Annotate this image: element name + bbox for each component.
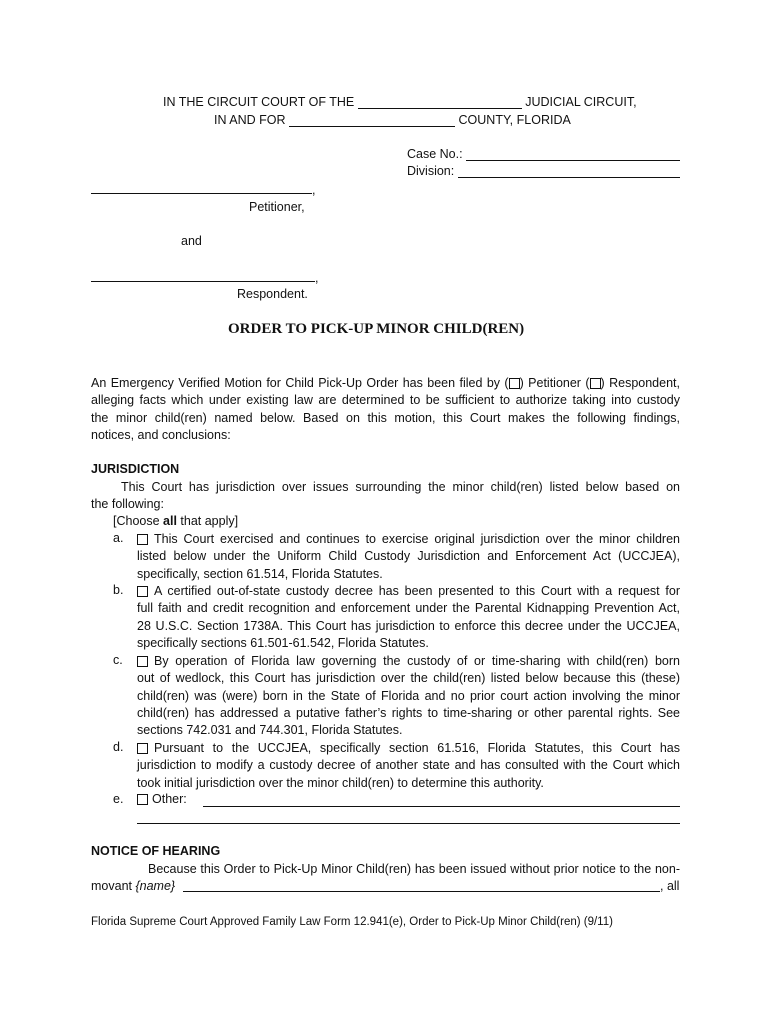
division-row [407,164,680,178]
item-b-line-2: full faith and credit recognition and enforcement under the Parental Kidnapping Prevention Act, [137,601,680,616]
petitioner-comma: , [312,183,316,197]
other-field-line-1[interactable] [203,806,680,807]
intro-text-b: ) Petitioner ( [519,376,590,390]
respondent-comma: , [315,271,319,285]
item-b-letter: b. [113,583,124,597]
item-c [137,653,680,739]
item-d-checkbox[interactable] [137,743,148,754]
item-d-text-1: Pursuant to the UCCJEA, specifically section 61.516, Florida Statutes, this Court has [154,741,680,755]
item-b-line-4: specifically sections 61.501-61.542, Florida Statutes. [137,635,429,650]
case-no-field[interactable] [466,148,680,161]
circuit-blank[interactable] [358,96,522,109]
item-a-text-1: This Court exercised and continues to exercise original jurisdiction over the minor children [154,532,680,546]
county-blank[interactable] [289,114,455,127]
item-c-checkbox[interactable] [137,656,148,667]
division-field[interactable] [458,165,680,178]
intro-text-c: ) Respondent, [600,376,680,390]
item-a-line-3: specifically, section 61.514, Florida Statutes. [137,566,383,581]
petitioner-name-field[interactable] [91,193,312,194]
item-d-line-3: took initial jurisdiction over the minor child(ren) to determine this authority. [137,775,544,790]
item-c-line-1 [137,653,680,670]
caption-line1-suffix: JUDICIAL CIRCUIT, [525,95,637,109]
jurisdiction-intro [91,479,680,514]
notice-line-1: Because this Order to Pick-Up Minor Child(ren) has been issued without prior notice to the non- [148,862,680,876]
item-b-line-3: 28 U.S.C. Section 1738A. This Court has jurisdiction to enforce this decree under the UCCJEA, [137,618,680,633]
respondent-checkbox[interactable] [590,378,601,389]
case-no-row [407,147,680,161]
caption-line2-prefix: IN AND FOR [214,113,286,127]
choose-pre: [Choose [113,514,164,528]
petitioner-checkbox[interactable] [509,378,520,389]
item-a-checkbox[interactable] [137,534,148,545]
notice-line-2 [91,879,175,893]
other-field-line-2[interactable] [137,823,680,824]
notice-paragraph [91,861,680,878]
jurisdiction-line-2: the following: [91,497,164,512]
intro-line-1 [91,375,680,392]
item-a-line-1 [137,531,680,548]
jurisdiction-line-1: This Court has jurisdiction over issues surrounding the minor child(ren) listed below based on [121,480,680,494]
respondent-label: Respondent. [237,287,308,301]
item-e-label: Other: [152,792,187,806]
item-b-text-1: A certified out-of-state custody decree has been presented to this Court with a request for [154,584,680,598]
intro-line-3: the minor child(ren) named below. Based on this motion, this Court makes the following findings, [91,410,680,425]
notice-heading: NOTICE OF HEARING [91,844,221,858]
caption-line-1 [163,95,637,109]
notice-movant-label: movant [91,879,136,893]
intro-line-2: alleging facts which under existing law are determined to be sufficient to authorize taking into custody [91,393,680,408]
jurisdiction-heading: JURISDICTION [91,462,180,476]
item-d-line-1 [137,740,680,757]
case-no-label: Case No.: [407,147,463,161]
choose-instruction [113,514,238,528]
item-c-line-5: sections 742.031 and 744.301, Florida Statutes. [137,723,403,738]
item-a [137,531,680,583]
item-d-letter: d. [113,740,124,754]
petitioner-label: Petitioner, [249,200,305,214]
item-b-line-1 [137,583,680,600]
item-a-letter: a. [113,531,124,545]
item-e-checkbox[interactable] [137,794,148,805]
item-b [137,583,680,652]
non-movant-name-field[interactable] [183,891,660,892]
item-c-line-3: child(ren) was (were) born in the State of Florida and no prior court action involving the minor [137,688,680,703]
item-d-line-2: jurisdiction to modify a custody decree of another state and has consulted with the Court which [137,758,680,773]
notice-name-placeholder: {name} [135,879,176,893]
notice-line-2-suffix: , all [660,879,680,893]
item-e-letter: e. [113,792,124,806]
choose-bold: all [163,514,177,528]
choose-post: that apply] [176,514,239,528]
intro-line-4: notices, and conclusions: [91,427,231,442]
item-d [137,740,680,792]
respondent-name-field[interactable] [91,281,315,282]
item-c-line-4: child(ren) has addressed a putative father’s rights to time-sharing or other parental rights. See [137,705,680,720]
caption-line-2 [214,113,571,127]
intro-paragraph [91,375,680,444]
and-label: and [181,234,202,248]
caption-line2-suffix: COUNTY, FLORIDA [458,113,571,127]
item-c-text-1: By operation of Florida law governing the custody of or time-sharing with child(ren) born [154,654,680,668]
intro-text-a: An Emergency Verified Motion for Child Pick-Up Order has been filed by ( [91,376,509,390]
form-footer: Florida Supreme Court Approved Family Law Form 12.941(e), Order to Pick-Up Minor Child(ren) (9/11) [91,916,613,928]
caption-line1-prefix: IN THE CIRCUIT COURT OF THE [163,95,355,109]
item-c-line-2: out of wedlock, this Court has jurisdiction over the child(ren) listed below because this (these) [137,671,680,686]
item-b-checkbox[interactable] [137,586,148,597]
item-e [137,792,187,806]
division-label: Division: [407,164,455,178]
item-c-letter: c. [113,653,123,667]
document-title: ORDER TO PICK-UP MINOR CHILD(REN) [228,321,525,337]
item-a-line-2: listed below under the Uniform Child Custody Jurisdiction and Enforcement Act (UCCJEA), [137,549,680,564]
